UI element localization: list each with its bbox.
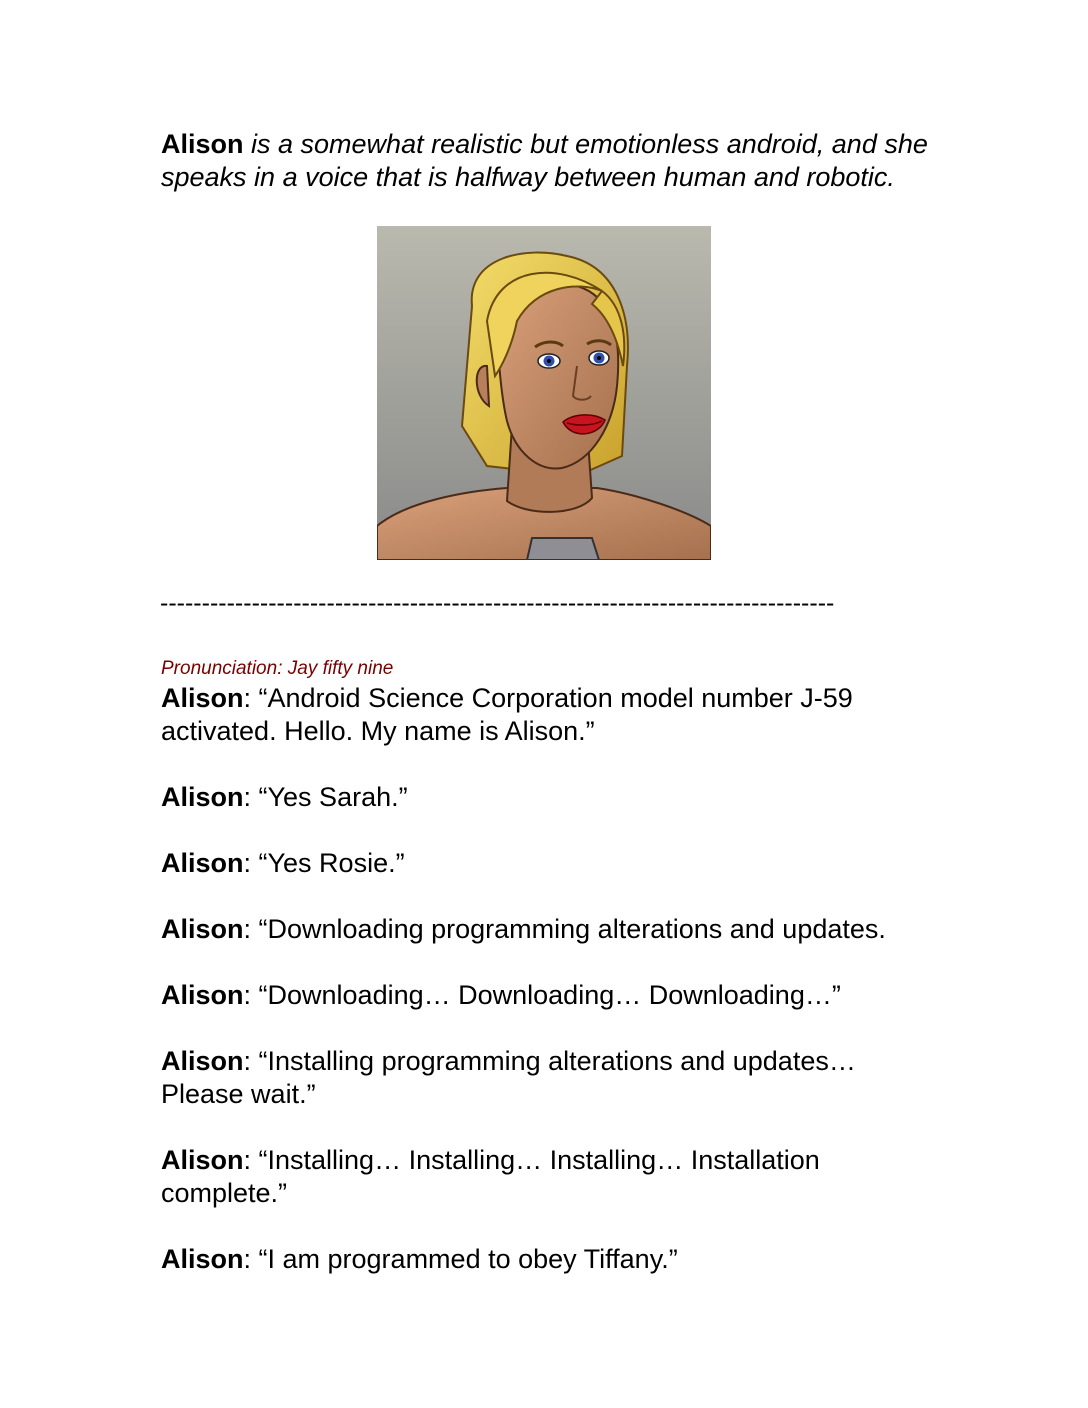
dialogue-line	[161, 1045, 941, 1111]
speaker-name: Alison	[161, 980, 244, 1010]
speaker-name: Alison	[161, 782, 244, 812]
dialogue-text: : “Android Science Corporation model number J-59 activated. Hello. My name is Alison.”	[161, 683, 853, 746]
dialogue-text: : “Installing… Installing… Installing… Installation complete.”	[161, 1145, 820, 1208]
speaker-name: Alison	[161, 1244, 244, 1274]
character-name: Alison	[161, 129, 244, 159]
dialogue-text: : “I am programmed to obey Tiffany.”	[243, 1244, 678, 1274]
dialogue-line	[161, 682, 941, 748]
character-intro	[161, 128, 941, 194]
character-portrait	[377, 226, 711, 560]
dialogue-text: : “Yes Rosie.”	[243, 848, 405, 878]
speaker-name: Alison	[161, 1145, 244, 1175]
dialogue-text: : “Downloading… Downloading… Downloading…”	[243, 980, 841, 1010]
dialogue-line	[161, 979, 941, 1012]
dialogue-list	[161, 682, 941, 1309]
dialogue-line	[161, 1144, 941, 1210]
character-description: is a somewhat realistic but emotionless android, and she speaks in a voice that is halfway between human and robotic.	[161, 129, 928, 192]
section-divider: ---------------------------------------------------------------------------------	[160, 589, 835, 617]
pronunciation-note: Pronunciation: Jay fifty nine	[161, 658, 394, 679]
speaker-name: Alison	[161, 1046, 244, 1076]
speaker-name: Alison	[161, 848, 244, 878]
dialogue-text: : “Yes Sarah.”	[243, 782, 408, 812]
dialogue-line	[161, 913, 941, 946]
speaker-name: Alison	[161, 914, 244, 944]
speaker-name: Alison	[161, 683, 244, 713]
dialogue-line	[161, 847, 941, 880]
dialogue-line	[161, 1243, 941, 1276]
dialogue-text: : “Installing programming alterations and updates… Please wait.”	[161, 1046, 856, 1109]
dialogue-line	[161, 781, 941, 814]
dialogue-text: : “Downloading programming alterations and updates.	[243, 914, 886, 944]
